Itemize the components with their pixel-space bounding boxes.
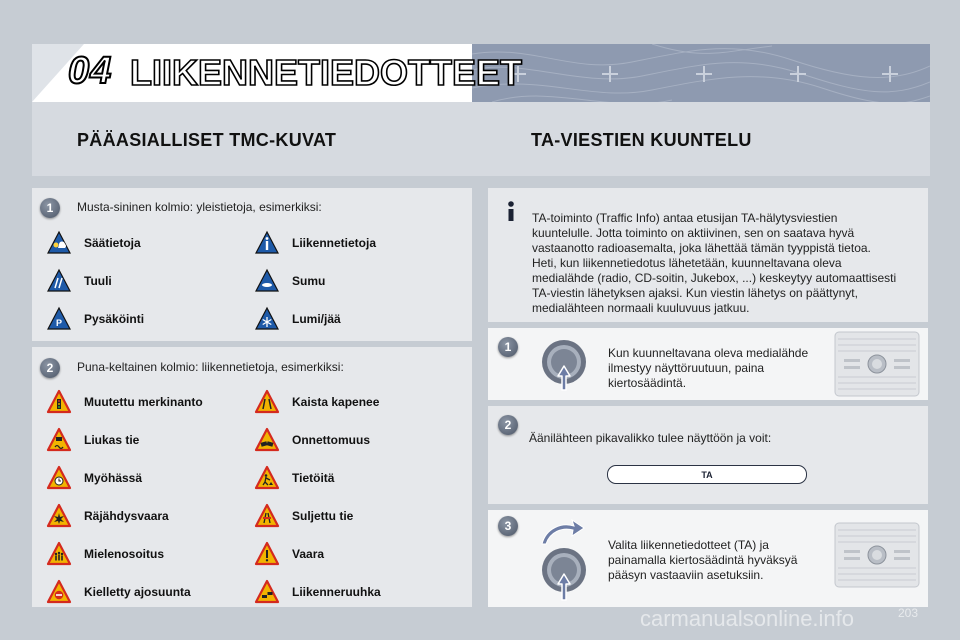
sign-label: Tuuli [84,274,112,288]
ta-info-line: TA-toiminto (Traffic Info) antaa etusijan TA-hälytysviestien [532,211,838,225]
slippery-road-icon [46,427,72,453]
step-2-panel [488,406,928,504]
ta-info-line: vastaanotto radioasemalta, joka lähettää tämän tyyppistä tietoa. [532,241,871,255]
ta-info-panel [488,188,928,322]
right-section-title: TA-VIESTIEN KUUNTELU [531,130,752,150]
sign-item [46,266,112,296]
sign-label: Räjähdysvaara [84,509,169,523]
weather-info-icon [46,230,72,256]
general-info-panel [32,188,472,341]
step-3-text [608,538,797,583]
lane-narrows-icon [254,389,280,415]
sign-item [254,577,381,607]
road-closed-icon [254,503,280,529]
sign-item [254,501,353,531]
step-1-line: kiertosäädintä. [608,376,687,390]
sign-label: Kaista kapenee [292,395,380,409]
svg-text:P: P [55,318,63,328]
step-2-text: Äänilähteen pikavalikko tulee näyttöön ja voit: [529,431,772,445]
accident-icon [254,427,280,453]
parking-icon [46,306,72,332]
sign-label: Muutettu merkinanto [84,395,203,409]
sign-label: Liikennetietoja [292,236,377,250]
sign-item [46,577,191,607]
ta-info-line: Heti, kun liikennetiedotus lähetetään, kuunneltavana oleva [532,256,842,270]
wrong-way-icon [46,579,72,605]
left-section-title: PÄÄASIALLISET TMC-KUVAT [77,130,337,150]
info-icon [502,200,520,222]
radio-unit-icon [834,331,920,397]
rotary-knob-press-icon [538,336,590,394]
sign-label: Liukas tie [84,433,140,447]
section-intro: Puna-keltainen kolmio: liikennetietoja, esimerkiksi: [77,360,344,374]
sign-label: Säätietoja [84,236,141,250]
explosion-icon [46,503,72,529]
sign-label: Kielletty ajosuunta [84,585,191,599]
sign-label: Vaara [292,547,325,561]
sign-label: Mielenosoitus [84,547,165,561]
step-3-line: Valita liikennetiedotteet (TA) ja [608,538,769,552]
step-1-line: Kun kuunneltavana oleva medialähde [608,346,809,360]
step-1-panel [488,328,928,400]
ta-info-line: medialähde (radio, CD-soitin, Jukebox, ...) keskeytyy automaattisesti [532,271,897,285]
rotary-knob-rotate-press-icon [536,516,592,606]
ta-info-line: TA-viestin lähetyksen ajaksi. Kun viestin lähetys on päättynyt, [532,286,858,300]
ta-menu-option[interactable]: TA [607,465,807,484]
step-badge: 2 [40,358,60,378]
ta-info-text [532,211,922,316]
sign-item [46,463,142,493]
traffic-info-panel [32,347,472,607]
traffic-jam-icon [254,579,280,605]
wind-icon [46,268,72,294]
sign-label: Pysäköinti [84,312,145,326]
sign-item [46,387,203,417]
sign-item [254,425,370,455]
step-badge: 2 [498,415,518,435]
sign-item [46,501,169,531]
sign-item [254,463,334,493]
page-number: 203 [898,606,919,620]
step-3-panel [488,510,928,607]
snow-ice-icon [254,306,280,332]
sign-item [46,304,144,334]
sign-item [254,228,376,258]
sign-label: Tietöitä [292,471,335,485]
traffic-info-icon [254,230,280,256]
sign-label: Suljettu tie [292,509,354,523]
watermark: carmanualsonline.info [640,606,855,631]
sign-label: Sumu [292,274,326,288]
sign-item [46,228,141,258]
step-3-line: pääsyn vastaaviin asetuksiin. [608,568,764,582]
step-badge: 1 [40,198,60,218]
sign-item [254,539,324,569]
sign-label: Myöhässä [84,471,143,485]
chapter-number: 04 [68,50,113,92]
danger-icon [254,541,280,567]
sign-label: Liikenneruuhka [292,585,381,599]
sign-label: Lumi/jää [292,312,341,326]
header-map-background [472,44,930,102]
sign-item [46,539,164,569]
delay-icon [46,465,72,491]
step-badge: 1 [498,337,518,357]
roadworks-icon [254,465,280,491]
sign-item [254,266,325,296]
sign-item [254,387,379,417]
sign-label: Onnettomuus [292,433,370,447]
ta-info-line: medialähteen normaali kuuluvuus jatkuu. [532,301,750,315]
step-1-line: ilmestyy näyttöruutuun, paina [608,361,765,375]
demonstration-icon [46,541,72,567]
section-intro: Musta-sininen kolmio: yleistietoja, esimerkiksi: [77,200,322,214]
sign-item [254,304,341,334]
traffic-light-icon [46,389,72,415]
chapter-title: LIIKENNETIEDOTTEET [130,52,523,93]
radio-unit-icon [834,522,920,588]
step-3-line: painamalla kiertosäädintä hyväksyä [608,553,798,567]
ta-info-line: kuuntelulle. Jotta toiminto on aktiivinen, sen on saatava hyvä [532,226,855,240]
map-pattern [472,44,930,102]
sign-item [46,425,139,455]
fog-icon [254,268,280,294]
step-1-text [608,346,808,391]
step-badge: 3 [498,516,518,536]
